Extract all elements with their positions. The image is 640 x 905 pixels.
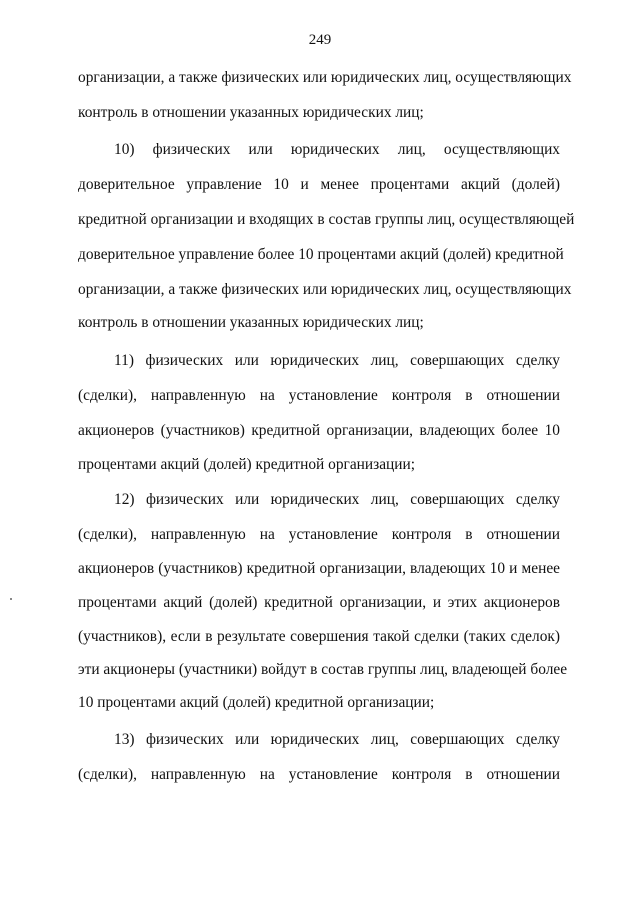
text-line: 12) физических или юридических лиц, совершающих сделку: [114, 491, 560, 508]
scan-speck: [10, 598, 12, 600]
text-line: контроль в отношении указанных юридических лиц;: [78, 314, 424, 331]
text-line: акционеров (участников) кредитной организации, владеющих 10 и менее: [78, 560, 560, 577]
text-line: доверительное управление 10 и менее процентами акций (долей): [78, 176, 560, 193]
text-line: процентами акций (долей) кредитной организации;: [78, 456, 416, 473]
text-line: (сделки), направленную на установление контроля в отношении: [78, 526, 560, 543]
text-line: (участников), если в результате совершения такой сделки (таких сделок): [78, 628, 560, 645]
text-line: доверительное управление более 10 процентами акций (долей) кредитной: [78, 246, 564, 263]
text-line: кредитной организации и входящих в состав группы лиц, осуществляющей: [78, 211, 575, 228]
text-line: (сделки), направленную на установление контроля в отношении: [78, 766, 560, 783]
text-line: 13) физических или юридических лиц, совершающих сделку: [114, 731, 560, 748]
text-line: организации, а также физических или юридических лиц, осуществляющих: [78, 69, 572, 86]
text-line: 10) физических или юридических лиц, осуществляющих: [114, 141, 560, 158]
text-line: 11) физических или юридических лиц, совершающих сделку: [114, 352, 560, 369]
text-line: эти акционеры (участники) войдут в состав группы лиц, владеющей более: [78, 661, 568, 678]
page-number: 249: [308, 32, 332, 48]
text-line: акционеров (участников) кредитной организации, владеющих более 10: [78, 422, 560, 439]
text-line: 10 процентами акций (долей) кредитной организации;: [78, 694, 435, 711]
text-line: процентами акций (долей) кредитной организации, и этих акционеров: [78, 594, 560, 611]
text-line: организации, а также физических или юридических лиц, осуществляющих: [78, 281, 572, 298]
text-line: (сделки), направленную на установление контроля в отношении: [78, 387, 560, 404]
text-line: контроль в отношении указанных юридических лиц;: [78, 104, 424, 121]
